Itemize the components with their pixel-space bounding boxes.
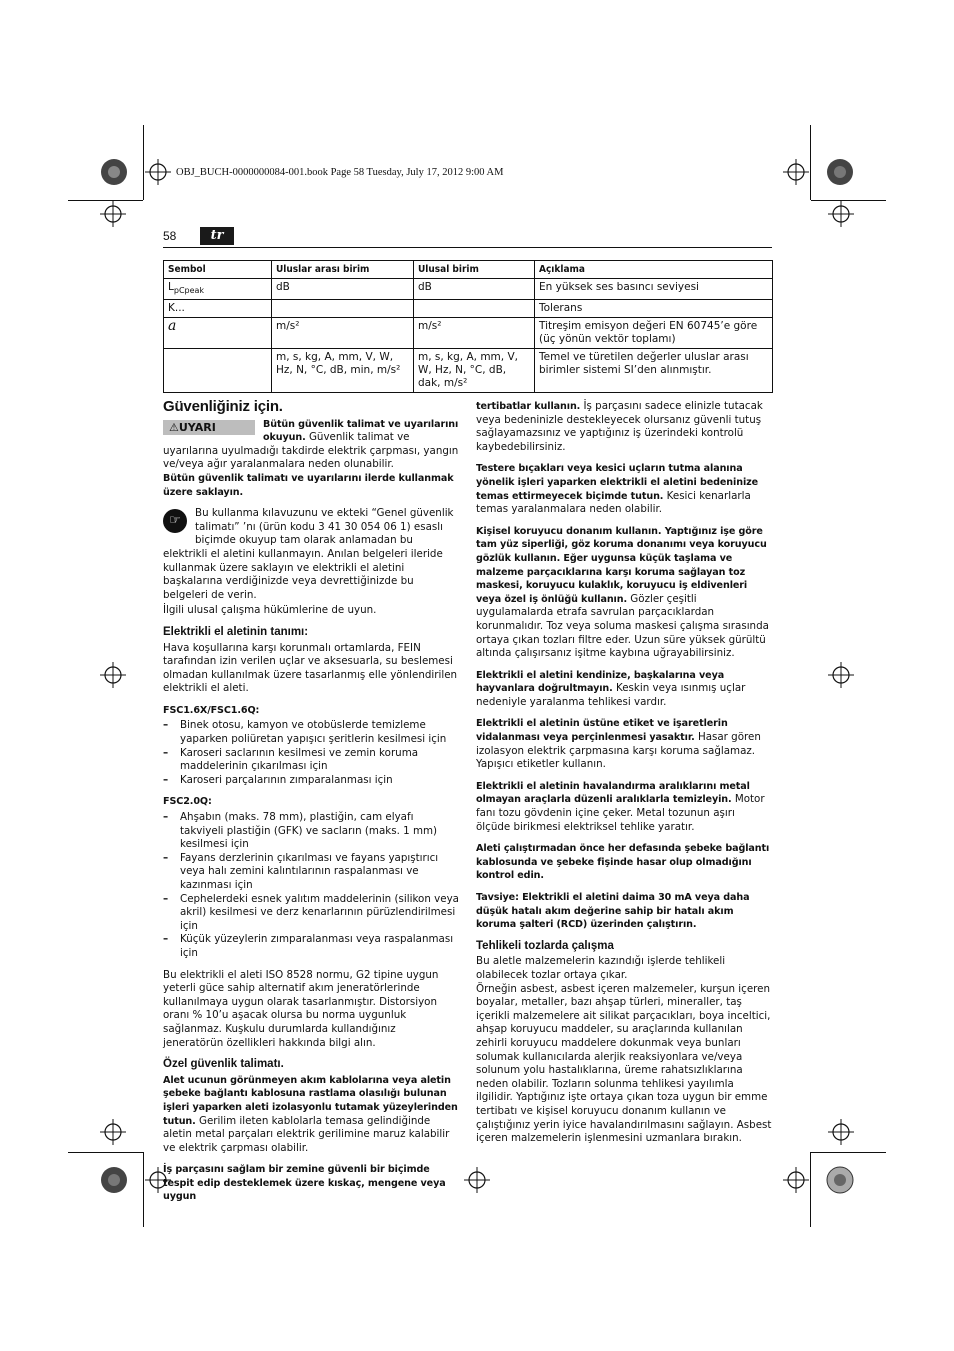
model-heading: FSC1.6X/FSC1.6Q:: [163, 704, 260, 716]
column-header: Uluslar arası birim: [272, 261, 414, 279]
crosshair-icon: [828, 1119, 854, 1145]
model-heading: FSC2.0Q:: [163, 796, 212, 808]
intl-unit-cell: dB: [272, 279, 414, 300]
generator-paragraph: Bu elektrikli el aleti ISO 8528 normu, G2 tipine uygun yeterli güce sahip alternatif akım jeneratörlerinde kullanılmaya uygun olarak tasarlanmıştır. Distorsiyon oranı % 10’u aşacak olursa bu norma uygunluk sağlanmaz. Kuşkulu durumlarda kullandığınız jeneratörün özellikleri hakkında bilgi alın.: [163, 968, 439, 1049]
symbol-cell: K...: [164, 300, 272, 318]
bold-text: Elektrikli el aletini kendinize, başkalarına veya hayvanlara doğrultmayın.: [476, 669, 725, 695]
body-text: Keskin veya ısınmış uçlar nedeniyle yaralanma tehlikesi vardır.: [476, 682, 746, 708]
language-tab: tr: [200, 227, 234, 245]
safety-paragraph: [476, 462, 772, 516]
symbol-text: a: [168, 318, 177, 335]
manual-text: Bu kullanma kılavuzunu ve ekteki “Genel güvenlik talimatı” ’nı (ürün kodu 3 41 30 054 06 1) esaslı biçimde okuyup tam olarak anlamadan bu elektrikli el aletini kullanmayın. Anılan belgeleri ileride kullanmak üzere saklayın ve elektrikli el aletini başkalarına verdiğinizde veya devrettiğinizde bu belgeleri de verin.: [163, 507, 454, 601]
description-heading: Elektrikli el aletinin tanımı:: [163, 625, 309, 638]
section-title: Güvenliğiniz için.: [163, 398, 283, 415]
safety-paragraph: [476, 525, 772, 661]
table-row: [164, 349, 773, 393]
crosshair-icon: [464, 1167, 490, 1193]
body-text: Hasar gören izolasyon elektrik çarpmasına karşı koruma sağlamaz. Yapışıcı etiketler kullanın.: [476, 731, 761, 771]
column-header: Açıklama: [535, 261, 773, 279]
intl-unit-cell: m/s²: [272, 318, 414, 349]
left-column: [163, 400, 459, 1212]
symbol-subscript: pCpeak: [173, 286, 205, 296]
description-paragraph: Hava koşullarına karşı korunmalı ortamlarda, FEIN tarafından izin verilen uçlar ve aksesuarla, su beslemesi olmadan kullanılmak üzere tasarlanmış elle yönlendirilen elektrikli el aleti.: [163, 641, 458, 695]
crosshair-icon: [828, 662, 854, 688]
crosshair-icon: [100, 662, 126, 688]
table-row: [164, 279, 773, 300]
body-text: Gözler çeşitli uygulamalarda etrafa savrulan parçacıklardan korunmalıdır. Toz veya soluma maskesi çalışma sırasında ortaya çıkan tozları filtre eder. Uzun süre yüksek gürültü altında çalışırsanız işitme kaybına uğrayabilirsiniz.: [476, 592, 769, 660]
column-header: Sembol: [164, 261, 272, 279]
national-unit-cell: [414, 300, 535, 318]
manual-paragraph: [163, 507, 459, 602]
national-unit-cell: m, s, kg, A, mm, V, W, Hz, N, °C, dB, dak, m/s²: [414, 349, 535, 393]
body-text: Motor fanı tozu gövdenin içine çeker. Metal tozunun aşırı ölçüde birikmesi elektriksel tehlike yaratır.: [476, 793, 765, 833]
right-column: [476, 400, 772, 1154]
description-cell: Temel ve türetilen değerler uluslar arası birimler sistemi SI’den alınmıştır.: [535, 349, 773, 393]
table-row: [164, 300, 773, 318]
list-item: – Fayans derzlerinin çıkarılması ve fayans yapıştırıcı veya halı zemini kalıntılarının raspalanması ve kazınması için: [163, 852, 459, 893]
symbol-text: L: [168, 281, 174, 293]
safety-paragraph: Aleti çalıştırmadan önce her defasında şebeke bağlantı kablosunda ve şebeke fişinde hasar olup olmadığını kontrol edin.: [476, 843, 770, 882]
bold-text: Kişisel koruyucu donanım kullanın. Yaptığınız işe göre tam yüz siperliği, göz koruma donanımı veya koruyucu gözlük kullanın. Eğer uygunsa küçük taşlama ve malzeme parçacıklarına karşı koruma sağlayan toz maskesi, koruyucu kulaklık, koruyucu iş eldivenleri veya özel iş önlüğü kullanın.: [476, 525, 767, 605]
symbol-cell: [164, 349, 272, 393]
crosshair-icon: [100, 201, 126, 227]
header-rule: [163, 247, 772, 248]
file-info-line: OBJ_BUCH-0000000084-001.book Page 58 Tuesday, July 17, 2012 9:00 AM: [176, 167, 504, 178]
crosshair-icon: [828, 201, 854, 227]
page-number: 58: [163, 229, 177, 243]
registration-mark-icon: [826, 158, 854, 186]
safety-paragraph: [476, 717, 772, 771]
bold-text: Alet ucunun görünmeyen akım kablolarına veya aletin şebeke bağlantı kablosuna rastlama olasılığı bulunan işleri yaparken aleti izolasyonlu tutamak yüzeylerinden tutun.: [163, 1074, 458, 1127]
body-text: Kesici kenarlarla temas yaralanmalara neden olabilir.: [476, 489, 751, 516]
safety-paragraph: [476, 669, 772, 710]
safety-paragraph-start: İş parçasını sağlam bir zemine güvenli bir biçimde tespit edip desteklemek üzere kıskaç, mengene veya uygun: [163, 1164, 446, 1203]
special-heading: Özel güvenlik talimatı.: [163, 1058, 284, 1071]
safety-paragraph: [476, 400, 772, 454]
warning-text: Güvenlik talimat ve uyarılarına uyulmadığı takdirde elektrik çarpması, yangın ve/veya ağır yaralanmalara neden olunabilir.: [163, 431, 459, 471]
description-cell: En yüksek ses basıncı seviyesi: [535, 279, 773, 300]
crosshair-icon: [145, 159, 171, 185]
crop-mark: [810, 125, 811, 200]
bold-text: Elektrikli el aletinin üstüne etiket ve işaretlerin vidalanması veya perçinlenmesi yasaktır.: [476, 718, 728, 744]
national-unit-cell: dB: [414, 279, 535, 300]
list-item: – Ahşabın (maks. 78 mm), plastiğin, cam elyafı takviyeli plastiğin (GFK) ve sacların (maks. 1 mm) kesilmesi için: [163, 811, 459, 852]
crop-mark: [810, 1152, 811, 1227]
bold-text: Elektrikli el aletinin havalandırma aralıklarını metal olmayan araçlarla düzenli aralıklarla temizleyin.: [476, 780, 750, 806]
recommendation-paragraph: Tavsiye: Elektrikli el aletini daima 30 mA veya daha düşük hatalı akım değerine sahip bir hatalı akım koruma şalteri (RCD) üzerinden çalıştırın.: [476, 892, 750, 931]
bold-text: tertibatlar kullanın.: [476, 401, 581, 412]
safety-paragraph: [476, 780, 772, 834]
description-cell: Tolerans: [535, 300, 773, 318]
list-item: – Binek otosu, kamyon ve otobüslerde temizleme yaparken poliüretan yapışıcı şeritlerin kesilmesi için: [163, 719, 459, 746]
list-item: – Karoseri parçalarının zımparalanması için: [163, 774, 459, 788]
symbol-cell: [164, 279, 272, 300]
crop-mark: [68, 1152, 143, 1153]
list-item: – Karoseri saclarının kesilmesi ve zemin koruma maddelerinin çıkarılması için: [163, 747, 459, 774]
model1-list: [163, 719, 459, 787]
registration-mark-icon: [100, 1166, 128, 1194]
dust-paragraph: Bu aletle malzemelerin kazındığı işlerde tehlikeli olabilecek tozlar ortaya çıkar.: [476, 955, 726, 981]
intl-unit-cell: [272, 300, 414, 318]
model2-list: [163, 811, 459, 961]
table-row: [164, 318, 773, 349]
crop-mark: [143, 125, 144, 200]
keep-instructions: Bütün güvenlik talimatı ve uyarılarını ilerde kullanmak üzere saklayın.: [163, 472, 454, 498]
crop-mark: [143, 1152, 144, 1227]
laws-paragraph: İlgili ulusal çalışma hükümlerine de uyun.: [163, 604, 377, 617]
crop-mark: [811, 1152, 886, 1153]
bold-text: Testere bıçakları veya kesici uçların tutma alanına yönelik işleri yaparken elektrikli el aletini bedeninize temas ettirmeyecek biçimde tutun.: [476, 463, 759, 502]
crosshair-icon: [783, 159, 809, 185]
read-manual-icon: ☞: [163, 509, 187, 533]
column-header: Ulusal birim: [414, 261, 535, 279]
warning-badge: ⚠UYARI: [163, 420, 255, 436]
body-text: İş parçasını sadece elinizle tutacak veya bedeninizle destekleyecek olursanız güvenli tutuş sağlayamazsınız ve yaptığınız iş üzerindeki kontrolü kaybedebilirsiniz.: [476, 400, 763, 453]
crosshair-icon: [100, 1119, 126, 1145]
table-header-row: [164, 261, 773, 279]
list-item: – Cephelerdeki esnek yalıtım maddelerinin (silikon veya akril) kesilmesi ve derz kenarlarının pürüzlendirilmesi için: [163, 893, 459, 934]
warning-block: [163, 418, 459, 472]
list-item: – Küçük yüzeylerin zımparalanması veya raspalanması için: [163, 933, 459, 960]
description-cell: Titreşim emisyon değeri EN 60745’e göre (üç yönün vektör toplamı): [535, 318, 773, 349]
warning-bold-text: Bütün güvenlik talimat ve uyarılarını okuyun.: [263, 418, 459, 444]
symbol-cell: [164, 318, 272, 349]
intl-unit-cell: m, s, kg, A, mm, V, W, Hz, N, °C, dB, min, m/s²: [272, 349, 414, 393]
crosshair-icon: [783, 1167, 809, 1193]
registration-mark-icon: [826, 1166, 854, 1194]
dust-heading: Tehlikeli tozlarda çalışma: [476, 939, 614, 952]
symbol-table: [163, 260, 773, 393]
registration-mark-icon: [100, 158, 128, 186]
dust-paragraph: Örneğin asbest, asbest içeren malzemeler, kurşun içeren boyalar, metaller, bazı ahşap türleri, mineraller, taş içerikli malzemelere ait silikat parçacıkları, boya inceltici, ahşap koruyucu maddeler, su araçlarında kullanılan zehirli koruyucu maddelere dokunmak veya bunları solumak kullanıcılarda alerjik reaksiyonlara ve/veya solunum yolu hastalıklarına, üreme rahatsızlıklarına neden olabilir. Tozların solunma tehlikesi yayılımla ilgilidir. Yaptığınız işte ortaya çıkan toza uygun bir emme tertibatı ve kişisel koruyucu donanım kullanın ve çalıştığınız yerin iyice havalandırılmasını sağlayın. Asbest içeren malzemelerin işlenmesini uzmanlara bırakın.: [476, 982, 772, 1145]
safety-paragraph: [163, 1074, 459, 1156]
body-text: Gerilim ileten kablolarla temasa gelindiğinde aletin metal parçaları elektrik gerilimine maruz kalabilir ve elektrik çarpması olabilir.: [163, 1114, 450, 1154]
national-unit-cell: m/s²: [414, 318, 535, 349]
